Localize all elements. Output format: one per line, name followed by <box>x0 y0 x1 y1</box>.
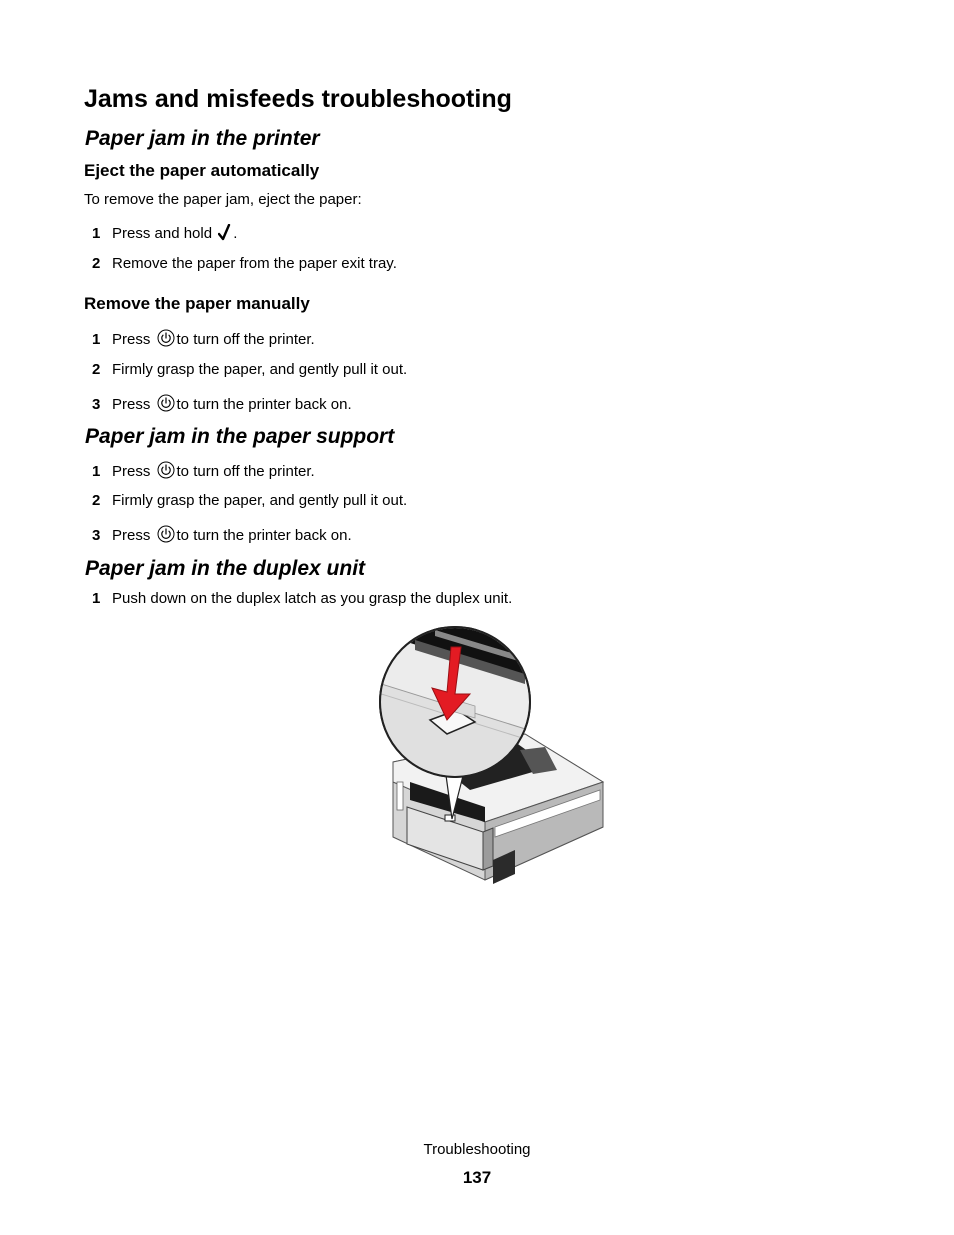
list-item: 2 Firmly grasp the paper, and gently pull it out. <box>92 361 408 378</box>
power-icon <box>157 394 175 417</box>
section-heading-paper-support: Paper jam in the paper support <box>85 425 395 448</box>
list-item: 2 Firmly grasp the paper, and gently pull it out. <box>92 492 408 509</box>
list-item: 1 Push down on the duplex latch as you grasp the duplex unit. <box>92 590 513 607</box>
list-item: 2 Remove the paper from the paper exit tray. <box>92 255 397 272</box>
section-heading-duplex-unit: Paper jam in the duplex unit <box>85 557 366 580</box>
subsection-heading-eject: Eject the paper automatically <box>84 161 320 180</box>
list-item: 1 Press to turn off the printer. <box>92 329 315 352</box>
list-item: 3 Press to turn the printer back on. <box>92 394 352 417</box>
page-number: 137 <box>462 1168 492 1187</box>
eject-intro: To remove the paper jam, eject the paper: <box>84 191 362 208</box>
list-item: 3 Press to turn the printer back on. <box>92 525 352 548</box>
section-heading-printer: Paper jam in the printer <box>85 127 320 150</box>
footer-section-name: Troubleshooting <box>423 1141 531 1158</box>
subsection-heading-manual: Remove the paper manually <box>84 294 310 313</box>
list-item: 1 Press to turn off the printer. <box>92 461 315 484</box>
printer-duplex-latch-illustration <box>375 622 610 884</box>
power-icon <box>157 525 175 548</box>
checkmark-icon <box>218 224 231 246</box>
power-icon <box>157 329 175 352</box>
power-icon <box>157 461 175 484</box>
list-item: 1 Press and hold . <box>92 224 237 246</box>
page-title: Jams and misfeeds troubleshooting <box>84 85 512 113</box>
